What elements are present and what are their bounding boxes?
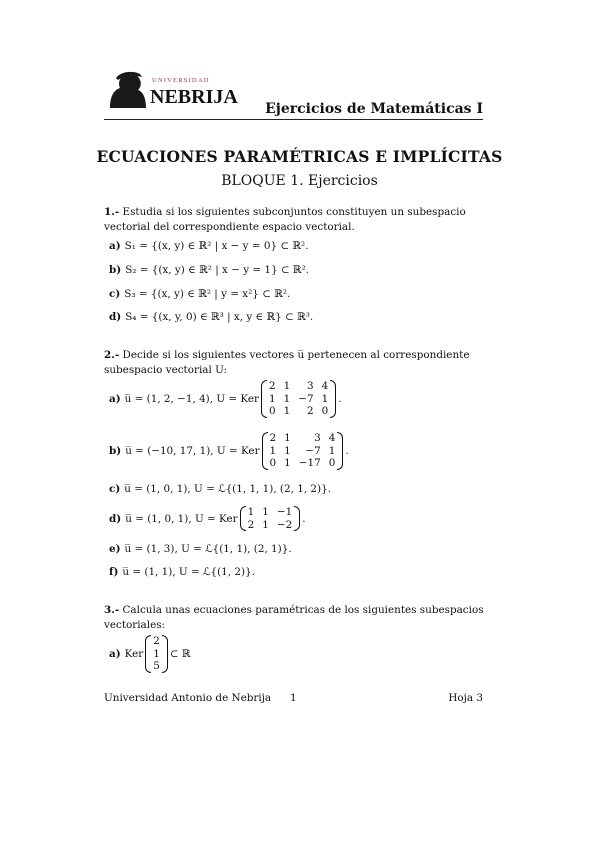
exercise-1-item-a: a) S₁ = {(x, y) ∈ ℝ² | x − y = 0} ⊂ ℝ². [109, 240, 309, 252]
matrix [240, 506, 301, 531]
exercise-1-item-c: c) S₃ = {(x, y) ∈ ℝ² | y = x²} ⊂ ℝ². [109, 288, 291, 300]
exercise-3-item-a: a) Ker 2 1 5 ⊂ ℝ [109, 635, 191, 672]
matrix-cell: 2 [153, 635, 160, 647]
exercise-3-text: Calcula unas ecuaciones paramétricas de los siguientes subespacios vectoriales: [104, 604, 484, 631]
matrix-cell: 1 [153, 647, 160, 660]
exercise-1-number: 1.- [104, 206, 120, 218]
page-title: ECUACIONES PARAMÉTRICAS E IMPLÍCITAS [96, 147, 503, 166]
matrix-cell: −1 [276, 506, 293, 518]
exercise-1-item-b: b) S₂ = {(x, y) ∈ ℝ² | x − y = 1} ⊂ ℝ². [109, 264, 310, 276]
matrix-cell: 4 [328, 432, 336, 444]
matrix-cell: 1 [262, 518, 269, 531]
matrix-cell: 0 [328, 457, 336, 469]
matrix-cell: 1 [284, 444, 291, 457]
exercise-2-number: 2.- [104, 349, 120, 361]
matrix-cell: 1 [284, 432, 291, 444]
matrix-cell: 1 [283, 405, 291, 417]
matrix-cell: 1 [247, 506, 255, 518]
matrix-cell: 0 [321, 405, 329, 417]
matrix-cell: 1 [284, 457, 291, 469]
svg-text:NEBRIJA: NEBRIJA [150, 86, 238, 108]
matrix-cell: 5 [153, 660, 160, 672]
matrix-cell: −7 [298, 392, 314, 405]
course-title: Ejercicios de Matemáticas I [265, 101, 483, 117]
matrix-cell: 4 [321, 380, 329, 392]
matrix-cell: 2 [269, 432, 277, 444]
exercise-2-item-a: a) u̅ = (1, 2, −1, 4), U = Ker 2 1 3 4 1 1 −7 1 0 1 2 0 . [109, 380, 342, 417]
section-subtitle: BLOQUE 1. Ejercicios [221, 173, 378, 189]
exercise-2-item-f: f) u̅ = (1, 1), U = ℒ{(1, 2)}. [109, 566, 255, 578]
matrix [262, 432, 344, 470]
exercise-1-statement [104, 205, 484, 235]
exercise-1-text: Estudia si los siguientes subconjuntos constituyen un subespacio vectorial del correspondiente espacio vectorial. [104, 206, 466, 233]
exercise-2-item-d: d) u̅ = (1, 0, 1), U = Ker 1 1 −1 2 1 −2 . [109, 506, 306, 531]
exercise-3-statement [104, 603, 484, 633]
exercise-2-item-c: c) u̅ = (1, 0, 1), U = ℒ{(1, 1, 1), (2, 1, 2)}. [109, 483, 331, 495]
footer-university: Universidad Antonio de Nebrija [104, 692, 272, 704]
exercise-2-item-b: b) u̅ = (−10, 17, 1), U = Ker 2 1 3 4 1 1 −7 1 0 1 −17 0 . [109, 432, 349, 469]
footer-sheet: Hoja 3 [448, 692, 483, 704]
svg-text:UNIVERSIDAD: UNIVERSIDAD [152, 77, 210, 84]
matrix-cell: 0 [269, 405, 276, 417]
matrix-cell: −7 [305, 444, 321, 457]
matrix-cell: 0 [269, 457, 277, 469]
matrix-cell: 2 [269, 380, 276, 392]
column-vector [145, 635, 168, 673]
matrix-cell: 2 [306, 405, 314, 417]
matrix-cell: 1 [321, 392, 329, 405]
exercise-1-item-d: d) S₄ = {(x, y, 0) ∈ ℝ³ | x, y ∈ ℝ} ⊂ ℝ³. [109, 311, 314, 323]
matrix-cell: 1 [262, 506, 269, 518]
exercise-3-number: 3.- [104, 604, 120, 616]
exercise-2-item-e: e) u̅ = (1, 3), U = ℒ{(1, 1), (2, 1)}. [109, 543, 292, 555]
matrix-cell: −17 [298, 457, 321, 469]
matrix-cell: 3 [314, 432, 321, 444]
header-divider [104, 119, 483, 120]
exercise-2-text: Decide si los siguientes vectores u̅ pertenecen al correspondiente subespacio vectorial U: [104, 349, 470, 376]
exercise-2-statement [104, 348, 484, 378]
footer-page-number: 1 [290, 692, 297, 704]
matrix-cell: 1 [269, 392, 276, 405]
matrix-cell: −2 [276, 518, 293, 531]
matrix-cell: 1 [269, 444, 277, 457]
matrix-cell: 1 [283, 380, 291, 392]
matrix [261, 380, 336, 418]
matrix-cell: 1 [328, 444, 336, 457]
university-logo [106, 68, 238, 114]
matrix-cell: 3 [306, 380, 314, 392]
matrix-cell: 1 [283, 392, 291, 405]
matrix-cell: 2 [247, 518, 255, 531]
nebrija-logo-icon [106, 68, 238, 114]
